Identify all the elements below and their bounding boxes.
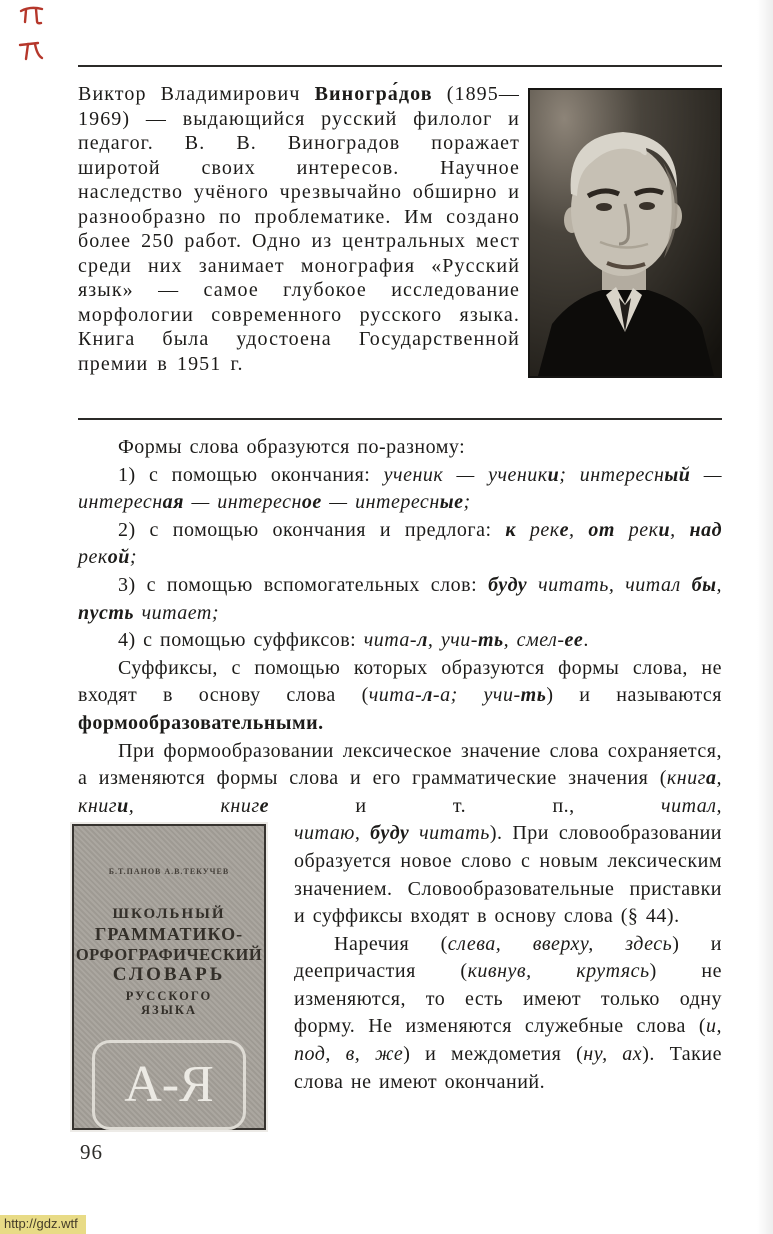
top-divider: [78, 65, 722, 67]
book-title: [74, 906, 264, 1018]
book-title-line: СЛОВАРЬ: [112, 964, 226, 986]
book-cover-photo: [72, 824, 266, 1130]
red-pen-marks: [14, 3, 54, 63]
paragraph-suffixes: Суффиксы, с помощью которых образуются формы слова, не входят в основу слова (чита-л-а; учи-ть) и называются формообразовательными.: [78, 656, 723, 734]
paragraph-item1: 1) с помощью окончания: ученик — ученики; интересный — интересная — интересное — интересные;: [78, 463, 722, 514]
page-number: 96: [80, 1140, 103, 1164]
paragraph-form-change: При формообразовании лексическое значение слова сохраняется, а изменяются формы слова и его грамматические значения (книга, книги, книге и т. п., читал,: [78, 739, 722, 817]
book-authors: Б.Т.ПАНОВ А.В.ТЕКУЧЕВ: [108, 867, 230, 877]
watermark-url: http://gdz.wtf: [0, 1215, 86, 1234]
book-title-line: РУССКОГО: [125, 988, 213, 1003]
paragraph-item2: 2) с помощью окончания и предлога: к реке, от реки, над рекой;: [78, 518, 723, 569]
section-divider: [78, 418, 722, 420]
book-title-line: ШКОЛЬНЫЙ: [112, 905, 226, 922]
biography-paragraph: Виктор Владимирович Виногра́дов (1895—1969) — выдающийся русский филолог и педагог. В. В. Виноградов поражает широтой своих интересов. Научное наследство учёного чрезвычайно обширно и разнообразно по проблематике. Им создано более 250 работ. Одно из центральных мест среди них занимает монография «Русский язык» — самое глубокое исследование морфологии современного русского языка. Книга была удостоена Государственной премии в 1951 г.: [78, 83, 520, 375]
portrait-photo: [528, 88, 722, 378]
paragraph-adverbs: Наречия (слева, вверху, здесь) и деепричастия (кивнув, крутясь) не изменяются, то есть имеют только одну форму. Не изменяются служебные слова (и, под, в, же) и междометия (ну, ах). Такие слова не имеют окончаний.: [294, 932, 723, 1093]
paragraph-form-change-cont: читаю, буду читать). При словообразовании образуется новое слово с новым лексическим значением. Словообразовательные приставки и суффиксы входят в основу слова (§ 44).: [294, 822, 722, 928]
portrait-illustration: [530, 90, 720, 376]
a-ya-badge: А-Я: [92, 1040, 246, 1130]
paragraph-item4: 4) с помощью суффиксов: чита-л, учи-ть, смел-ее.: [118, 629, 589, 652]
scan-edge-shadow: [757, 0, 773, 1234]
book-title-line: ОРФОГРАФИЧЕСКИЙ: [75, 944, 263, 964]
book-title-line: ЯЗЫКА: [141, 1003, 197, 1018]
paragraph-item3: 3) с помощью вспомогательных слов: буду читать, читал бы, пусть читает;: [78, 573, 722, 624]
main-text: [75, 434, 723, 1136]
book-title-line: ГРАММАТИКО-: [94, 923, 244, 944]
paragraph-intro: Формы слова образуются по-разному:: [118, 436, 466, 458]
